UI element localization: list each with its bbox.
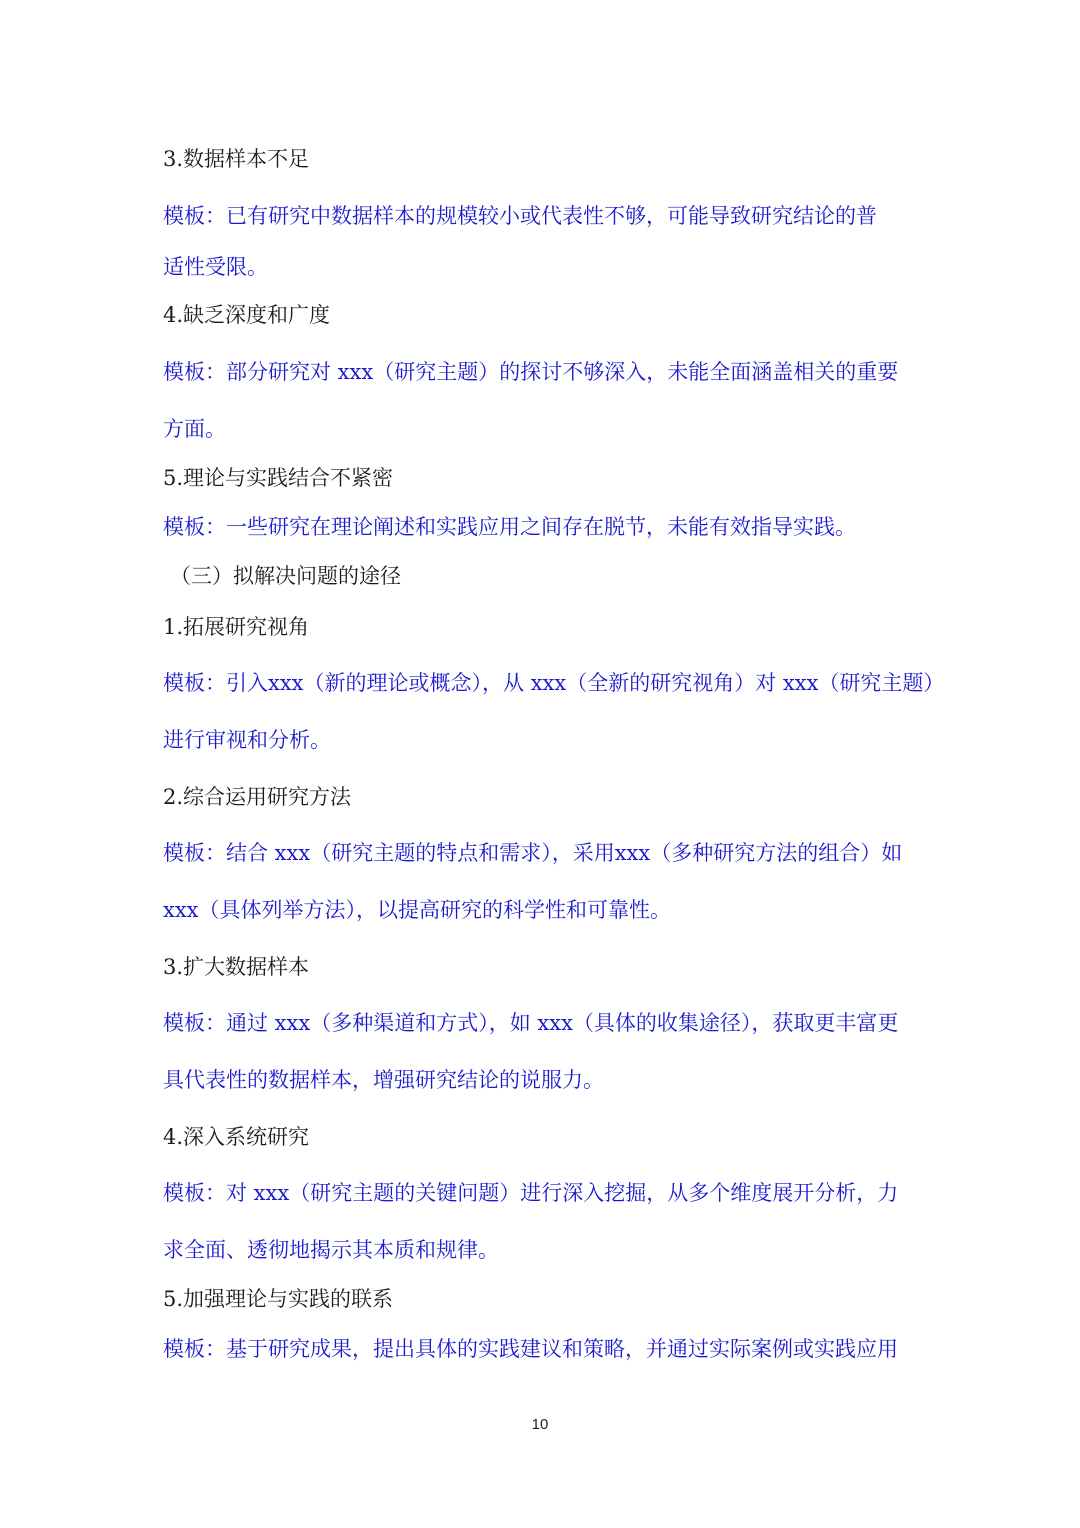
section-heading: （三）拟解决问题的途径 [170,564,401,588]
template-line: 进行审视和分析。 [163,728,331,752]
heading-strengthen-link: 5.加强理论与实践的联系 [163,1287,394,1311]
template-line: 模板：对 xxx（研究主题的关键问题）进行深入挖掘，从多个维度展开分析，力 [163,1181,899,1205]
template-line: 模板：基于研究成果，提出具体的实践建议和策略，并通过实际案例或实践应用 [163,1337,898,1361]
template-line: 模板：已有研究中数据样本的规模较小或代表性不够，可能导致研究结论的普 [163,204,877,228]
heading-expand-data-sample: 3.扩大数据样本 [163,955,310,979]
heading-systematic-research: 4.深入系统研究 [163,1125,310,1149]
heading-lack-depth-breadth: 4.缺乏深度和广度 [163,303,331,327]
template-line: 模板：引入xxx（新的理论或概念），从 xxx（全新的研究视角）对 xxx（研究主题） [163,671,945,695]
template-line: 适性受限。 [163,255,268,279]
heading-data-sample-insufficient: 3.数据样本不足 [163,147,310,171]
template-line: 模板：结合 xxx（研究主题的特点和需求），采用xxx（多种研究方法的组合）如 [163,841,903,865]
template-line: 模板：部分研究对 xxx（研究主题）的探讨不够深入，未能全面涵盖相关的重要 [163,360,899,384]
heading-theory-practice-loose: 5.理论与实践结合不紧密 [163,466,394,490]
template-line: xxx（具体列举方法），以提高研究的科学性和可靠性。 [163,898,672,922]
template-line: 模板：通过 xxx（多种渠道和方式），如 xxx（具体的收集途径），获取更丰富更 [163,1011,899,1035]
heading-combined-methods: 2.综合运用研究方法 [163,785,352,809]
template-line: 求全面、透彻地揭示其本质和规律。 [163,1238,499,1262]
template-line: 方面。 [163,417,226,441]
heading-expand-perspective: 1.拓展研究视角 [163,615,310,639]
page-number: 10 [531,1416,549,1433]
template-line: 具代表性的数据样本，增强研究结论的说服力。 [163,1068,604,1092]
template-line: 模板：一些研究在理论阐述和实践应用之间存在脱节，未能有效指导实践。 [163,515,856,539]
